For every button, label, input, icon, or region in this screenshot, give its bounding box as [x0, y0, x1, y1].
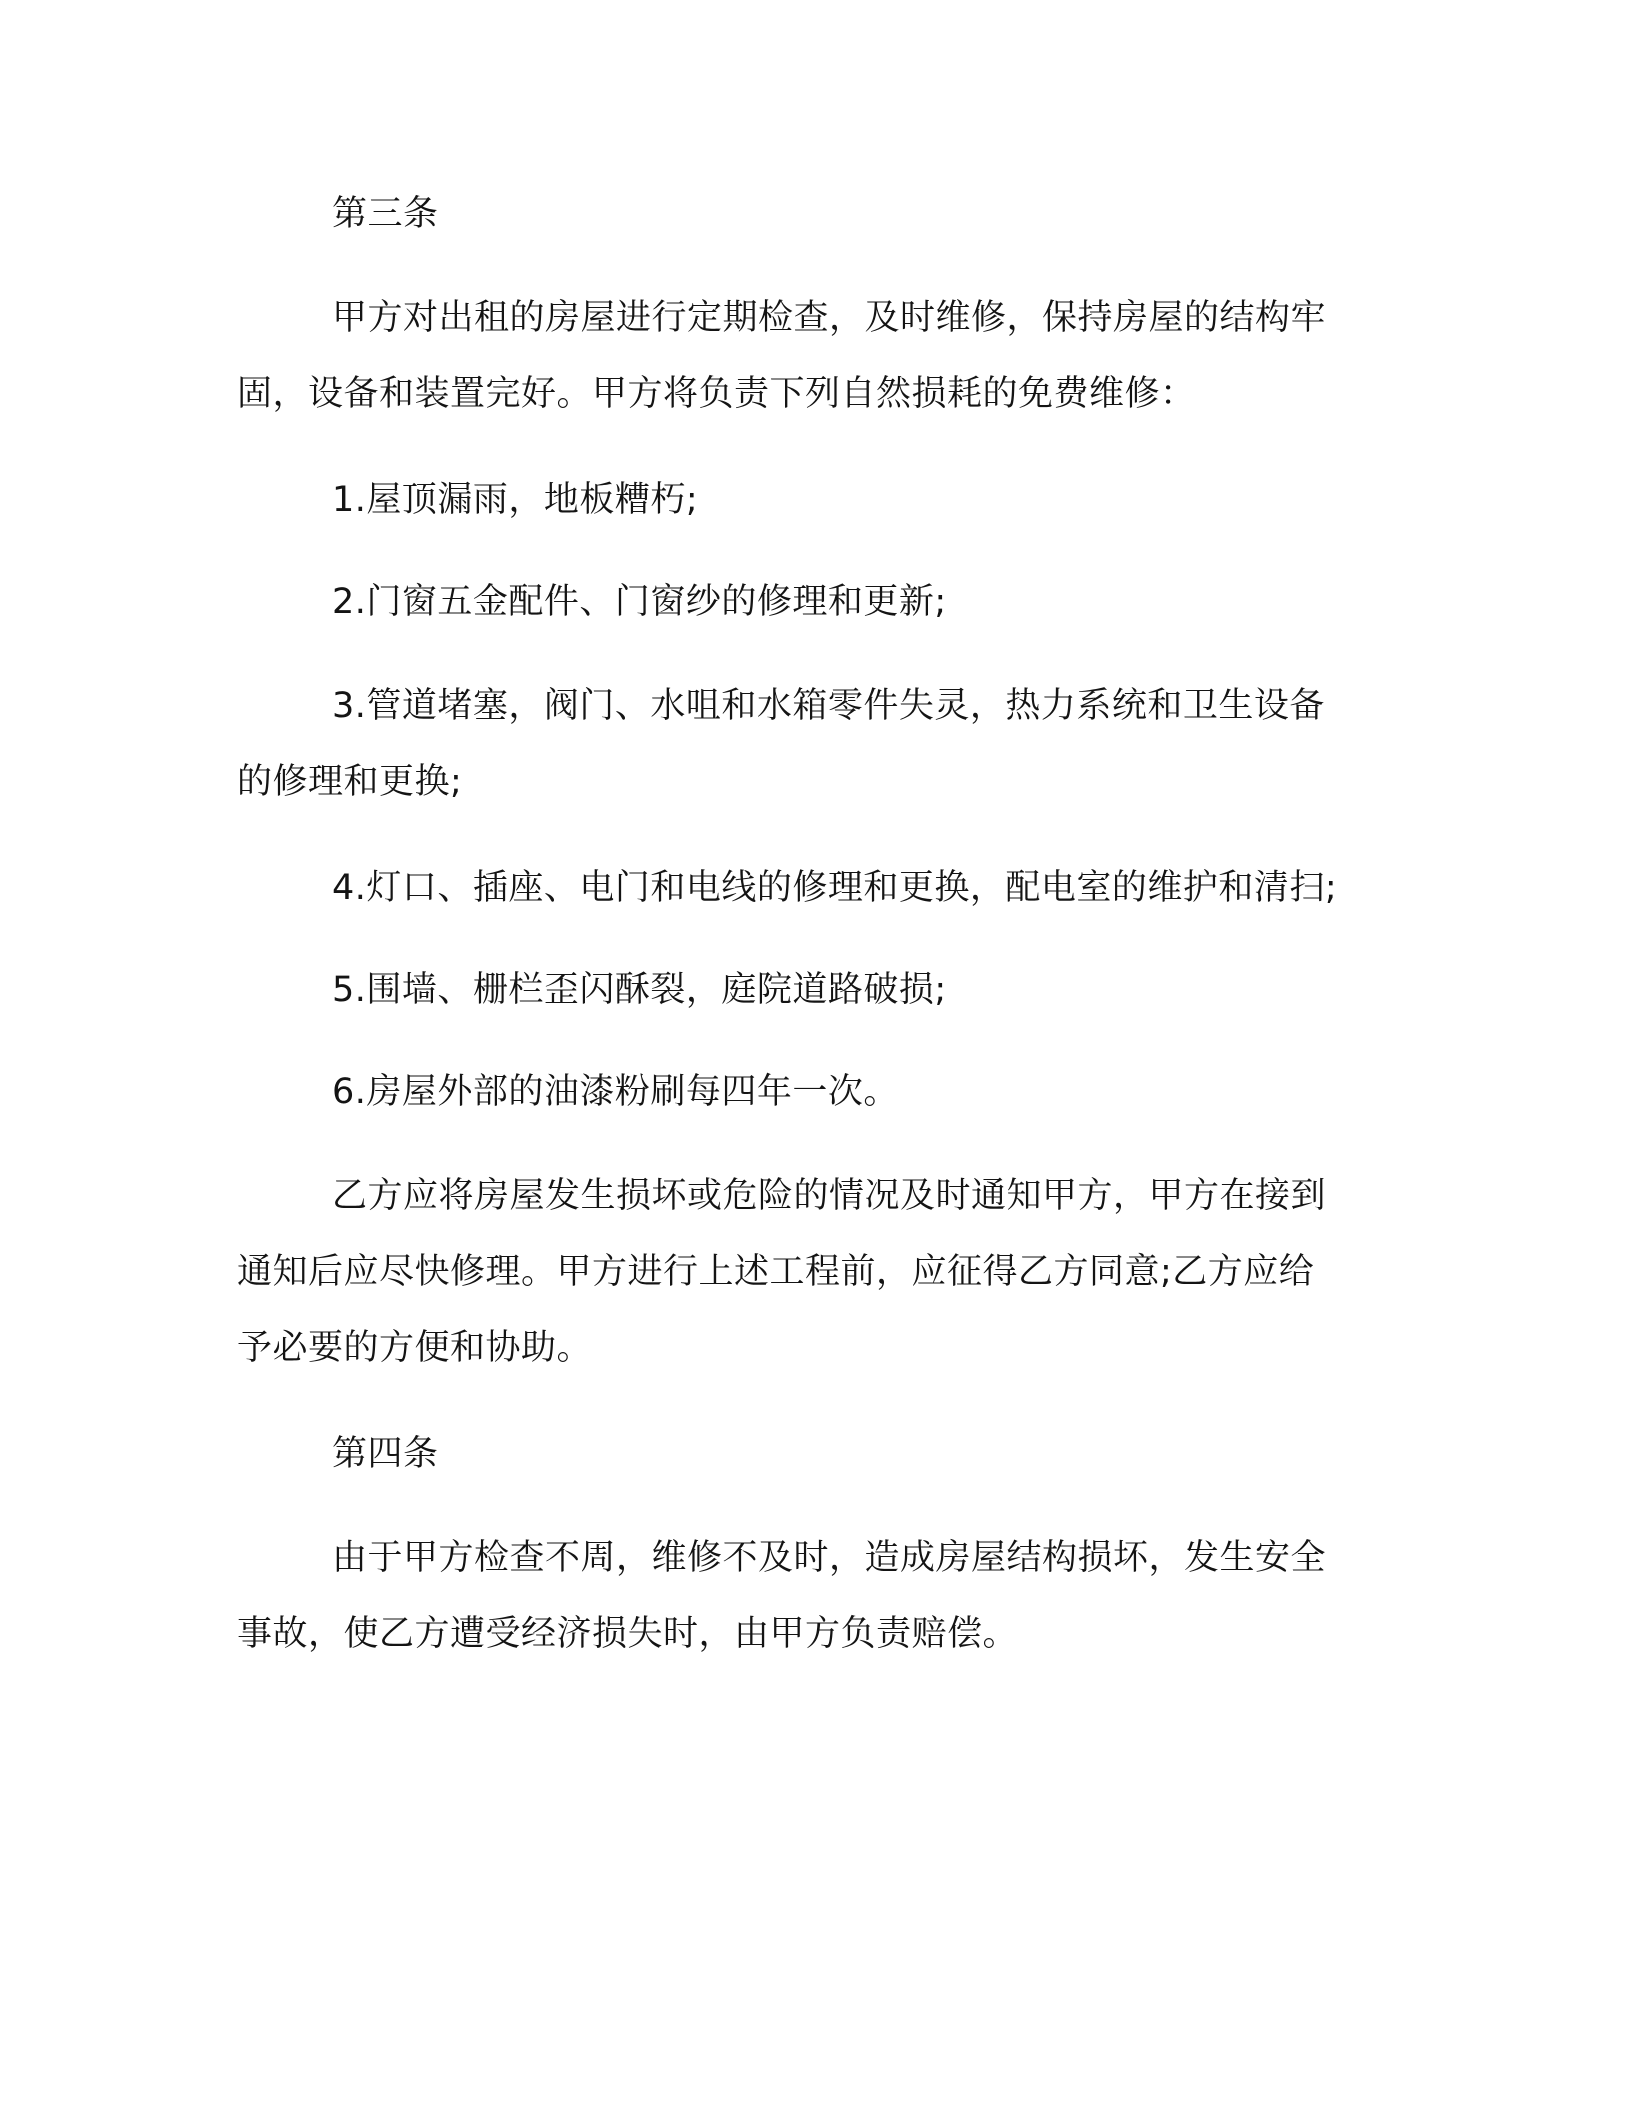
article-4-line-1: 由于甲方检查不周，维修不及时，造成房屋结构损坏，发生安全 — [332, 1538, 1327, 1578]
list-item-4: 4.灯口、插座、电门和电线的修理和更换，配电室的维护和清扫; — [332, 868, 1338, 908]
article-3-intro-line-2: 固，设备和装置完好。甲方将负责下列自然损耗的免费维修： — [237, 374, 1196, 414]
article-3-heading: 第三条 — [332, 194, 439, 234]
notice-line-2: 通知后应尽快修理。甲方进行上述工程前，应征得乙方同意;乙方应给 — [237, 1252, 1315, 1292]
article-4-line-2: 事故，使乙方遭受经济损失时，由甲方负责赔偿。 — [237, 1614, 1019, 1654]
list-item-1: 1.屋顶漏雨，地板糟朽; — [332, 480, 699, 520]
list-item-3-line-2: 的修理和更换; — [237, 762, 463, 802]
list-item-5: 5.围墙、栅栏歪闪酥裂，庭院道路破损; — [332, 970, 947, 1010]
list-item-2: 2.门窗五金配件、门窗纱的修理和更新; — [332, 582, 947, 622]
article-3-intro-line-1: 甲方对出租的房屋进行定期检查，及时维修，保持房屋的结构牢 — [332, 298, 1327, 338]
notice-line-1: 乙方应将房屋发生损坏或危险的情况及时通知甲方，甲方在接到 — [332, 1176, 1327, 1216]
list-item-6: 6.房屋外部的油漆粉刷每四年一次。 — [332, 1072, 899, 1112]
article-4-heading: 第四条 — [332, 1434, 439, 1474]
list-item-3-line-1: 3.管道堵塞，阀门、水咀和水箱零件失灵，热力系统和卫生设备 — [332, 686, 1325, 726]
notice-line-3: 予必要的方便和协助。 — [237, 1328, 593, 1368]
